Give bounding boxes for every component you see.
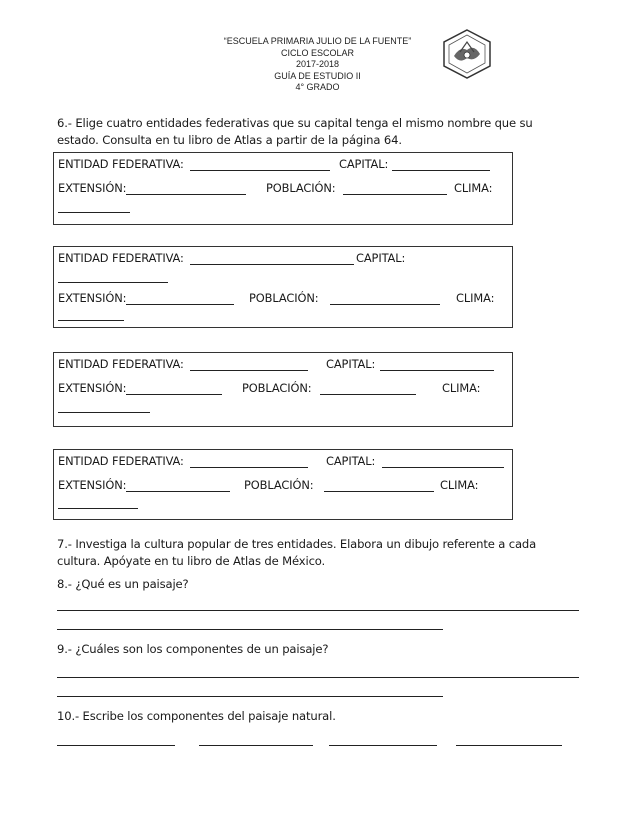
clima-field[interactable]	[58, 508, 138, 509]
question-7-line-1: 7.- Investiga la cultura popular de tres entidades. Elabora un dibujo referente a cada	[57, 537, 537, 551]
capital-field[interactable]	[392, 170, 490, 171]
school-years: 2017-2018	[295, 59, 340, 69]
clima-label: CLIMA:	[440, 478, 479, 492]
question-7-line-2: cultura. Apóyate en tu libro de Atlas de México.	[57, 554, 326, 568]
answer-10-field-3[interactable]	[329, 745, 437, 746]
clima-field[interactable]	[58, 212, 130, 213]
question-6	[57, 115, 533, 149]
entidad-field[interactable]	[190, 264, 354, 265]
entidad-field[interactable]	[190, 467, 308, 468]
answer-8-line-1[interactable]	[57, 610, 579, 611]
poblacion-field[interactable]	[320, 394, 416, 395]
clima-label: CLIMA:	[442, 381, 481, 395]
question-9: 9.- ¿Cuáles son los componentes de un paisaje?	[57, 642, 329, 656]
entidad-label: ENTIDAD FEDERATIVA:	[58, 157, 184, 171]
question-8: 8.- ¿Qué es un paisaje?	[57, 577, 189, 591]
extension-field[interactable]	[126, 394, 222, 395]
poblacion-label: POBLACIÓN:	[249, 291, 319, 305]
grade-label: 4° GRADO	[295, 82, 340, 92]
entidad-field[interactable]	[190, 370, 308, 371]
question-7	[57, 536, 536, 570]
clima-label: CLIMA:	[454, 181, 493, 195]
capital-field[interactable]	[58, 282, 168, 283]
entity-box-1	[53, 152, 513, 225]
poblacion-field[interactable]	[324, 491, 434, 492]
school-crest-icon	[440, 28, 494, 80]
school-header	[205, 36, 430, 94]
extension-label: EXTENSIÓN:	[58, 478, 127, 492]
extension-field[interactable]	[126, 194, 246, 195]
question-6-line-1: 6.- Elige cuatro entidades federativas que su capital tenga el mismo nombre que su	[57, 116, 533, 130]
entidad-label: ENTIDAD FEDERATIVA:	[58, 454, 184, 468]
poblacion-field[interactable]	[343, 194, 447, 195]
clima-field[interactable]	[58, 320, 124, 321]
capital-field[interactable]	[380, 370, 494, 371]
entidad-field[interactable]	[190, 170, 330, 171]
capital-label: CAPITAL:	[339, 157, 389, 171]
extension-field[interactable]	[126, 304, 234, 305]
clima-label: CLIMA:	[456, 291, 495, 305]
entity-box-3	[53, 352, 513, 427]
guide-title: GUÍA DE ESTUDIO II	[274, 70, 361, 81]
entidad-label: ENTIDAD FEDERATIVA:	[58, 251, 184, 265]
cycle-label: CICLO ESCOLAR	[280, 47, 355, 58]
extension-label: EXTENSIÓN:	[58, 381, 127, 395]
capital-label: CAPITAL:	[326, 357, 376, 371]
capital-label: CAPITAL:	[326, 454, 376, 468]
question-6-line-2: estado. Consulta en tu libro de Atlas a partir de la página 64.	[57, 133, 402, 147]
capital-field[interactable]	[382, 467, 504, 468]
extension-label: EXTENSIÓN:	[58, 181, 127, 195]
answer-10-field-2[interactable]	[199, 745, 313, 746]
extension-field[interactable]	[126, 491, 230, 492]
answer-9-line-2[interactable]	[57, 696, 443, 697]
answer-10-field-1[interactable]	[57, 745, 175, 746]
answer-10-field-4[interactable]	[456, 745, 562, 746]
answer-8-line-2[interactable]	[57, 629, 443, 630]
entidad-label: ENTIDAD FEDERATIVA:	[58, 357, 184, 371]
poblacion-label: POBLACIÓN:	[244, 478, 314, 492]
clima-field[interactable]	[58, 412, 150, 413]
entity-box-2	[53, 246, 513, 328]
poblacion-field[interactable]	[330, 304, 440, 305]
capital-label: CAPITAL:	[356, 251, 406, 265]
answer-9-line-1[interactable]	[57, 677, 579, 678]
school-name: “ESCUELA PRIMARIA JULIO DE LA FUENTE”	[223, 36, 412, 46]
poblacion-label: POBLACIÓN:	[242, 381, 312, 395]
question-10: 10.- Escribe los componentes del paisaje natural.	[57, 709, 336, 723]
poblacion-label: POBLACIÓN:	[266, 181, 336, 195]
extension-label: EXTENSIÓN:	[58, 291, 127, 305]
entity-box-4	[53, 449, 513, 520]
